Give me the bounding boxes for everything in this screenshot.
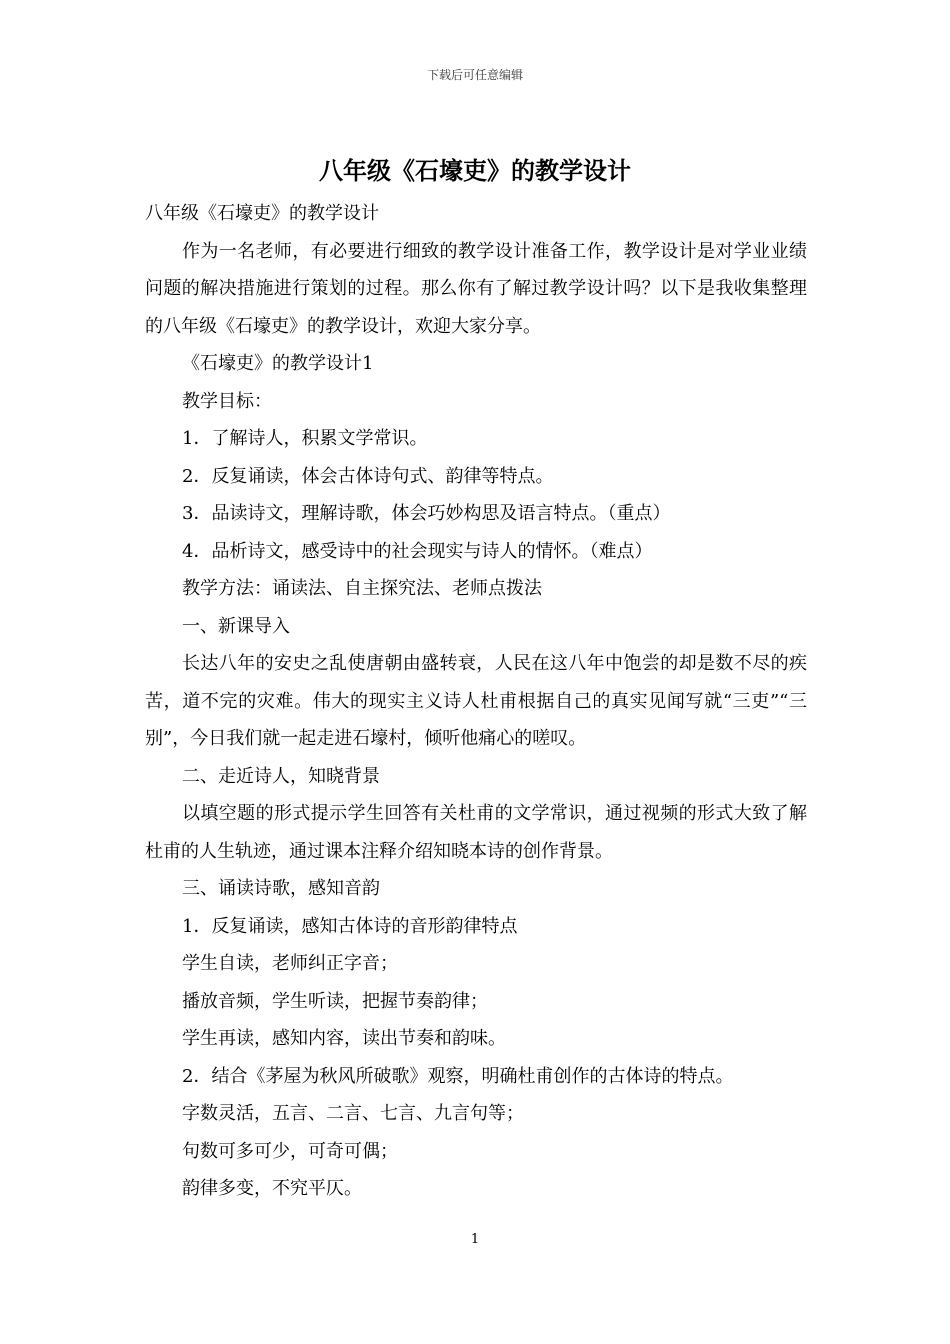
body-paragraph: 教学方法：诵读法、自主探究法、老师点拨法 — [182, 578, 542, 599]
body-paragraph: 字数灵活，五言、二言、七言、九言句等； — [182, 1103, 524, 1124]
body-paragraph: 三、诵读诗歌，感知音韵 — [182, 878, 380, 899]
document-body — [145, 195, 807, 1208]
body-paragraph: 二、走近诗人，知晓背景 — [182, 765, 380, 787]
body-paragraph: 一、新课导入 — [182, 615, 290, 637]
body-paragraph: 2．结合《茅屋为秋风所破歌》观察，明确杜甫创作的古体诗的特点。 — [182, 1065, 734, 1087]
document-title: 八年级《石壕吏》的教学设计 — [319, 156, 631, 185]
body-paragraph: 作为一名老师，有必要进行细致的教学设计准备工作，教学设计是对学业业绩问题的解决措施进行策划的过程。那么你有了解过教学设计吗？以下是我收集整理的八年级《石壕吏》的教学设计，欢迎大家分享。 — [145, 240, 807, 337]
body-paragraph: 长达八年的安史之乱使唐朝由盛转衰，人民在这八年中饱尝的却是数不尽的疾苦，道不完的灾难。伟大的现实主义诗人杜甫根据自己的真实见闻写就“三吏”“三别”，今日我们就一起走进石壕村，倾听他痛心的嗟叹。 — [145, 653, 807, 749]
body-paragraph: 播放音频，学生听读，把握节奏韵律； — [182, 990, 488, 1012]
body-paragraph: 1．反复诵读，感知古体诗的音形韵律特点 — [182, 915, 518, 937]
body-paragraph: 《石壕吏》的教学设计1 — [182, 353, 374, 374]
body-paragraph: 3．品读诗文，理解诗歌，体会巧妙构思及语言特点。（重点） — [182, 503, 671, 524]
body-paragraph: 以填空题的形式提示学生回答有关杜甫的文学常识，通过视频的形式大致了解杜甫的人生轨迹，通过课本注释介绍知晓本诗的创作背景。 — [145, 803, 807, 862]
page-header-note: 下载后可任意编辑 — [426, 68, 523, 82]
body-paragraph: 4．品析诗文，感受诗中的社会现实与诗人的情怀。（难点） — [182, 540, 653, 562]
body-paragraph: 韵律多变，不究平仄。 — [182, 1178, 362, 1199]
body-paragraph: 句数可多可少，可奇可偶； — [182, 1140, 398, 1162]
body-paragraph: 教学目标： — [182, 390, 272, 412]
body-paragraph: 1．了解诗人，积累文学常识。 — [182, 428, 428, 449]
page-number: 1 — [470, 1232, 480, 1247]
body-paragraph: 2．反复诵读，体会古体诗句式、韵律等特点。 — [182, 465, 554, 487]
body-paragraph: 八年级《石壕吏》的教学设计 — [145, 203, 379, 224]
body-paragraph: 学生自读，老师纠正字音； — [182, 953, 398, 974]
body-paragraph: 学生再读，感知内容，读出节奏和韵味。 — [182, 1028, 506, 1049]
